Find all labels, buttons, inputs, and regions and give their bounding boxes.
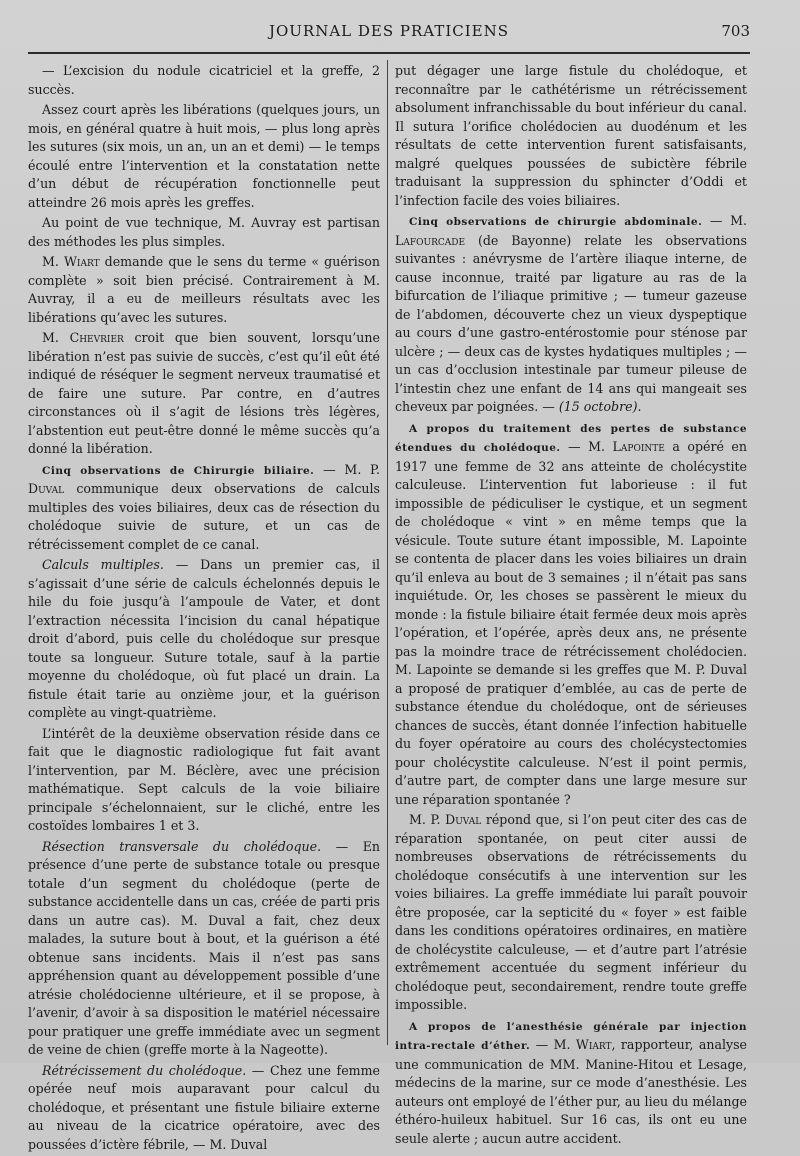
paragraph: M. P. Duval répond que, si l’on peut citer des cas de réparation spontanée, on peut citer aussi de nombreuses observations de rétrécissements du cholédoque consécutifs à une intervention sur les voies biliaires. La greffe immédiate lui paraît pouvoir être proposée, car la septicité du « foyer » est faible dans les conditions opératoires ordinaires, en matière de cholécystite calculeuse, — et d’autre part l’atrésie extrêmement accentuée du segment inférieur du cholédoque peut, secondairement, rendre toute greffe impossible. [395,812,747,1012]
paragraph: M. Wiart demande que le sens du terme « guérison complète » soit bien précisé. Contrairement à M. Auvray, il a eu de meilleurs résultats avec les libérations qu’avec les sutures. [28,254,380,325]
paragraph: L’intérêt de la deuxième observation réside dans ce fait que le diagnostic radiologique fut fait avant l’intervention, par M. Béclère, avec une précision mathématique. Sept calculs de la voie biliaire principale s’échelonnaient, sur le cliché, entre les costoïdes lombaires 1 et 3. [28,725,380,833]
section: Résection transversale du cholédoque. — En présence d’une perte de substance totale ou presque totale d’un segment du cholédoque (perte de substance accidentelle dans un cas, créée de parti pris dans un autre cas). M. Duval a fait, chez deux malades, la suture bout à bout, et la guérison a été obtenue sans incidents. Mais il n’est pas sans appréhension quant au développement possible d’une atrésie cholédocienne ultérieure, et il se propose, à l’avenir, d’avoir à sa disposition le matériel nécessaire pour pratiquer une greffe immédiate avec un segment de veine de chien (greffe morte à la Nageotte). [28,838,381,1057]
date: (15 octobre) [558,399,638,414]
paragraph: Assez court après les libérations (quelques jours, un mois, en général quatre à huit mois, — plus long après les sutures (six mois, un an, un an et demi) — le temps écoulé entre l’intervention et la constatation nette d’un début de récupération fonctionnelle peut atteindre 26 mois après les greffes. [28,102,380,210]
section-heading: Calculs multiples. [42,557,164,572]
running-header [28,18,750,54]
journal-title: JOURNAL DES PRATICIENS [268,22,510,40]
author-name: M. Chevrier [42,330,124,345]
author-name: M. P. Duval [409,812,482,827]
section: Cinq observations de Chirurgie biliaire. — M. P. Duval communique deux observations de calculs multiples des voies biliaires, deux cas de résection du cholédoque suivie de suture, et un cas de rétrécissement complet de ce canal. [28,461,380,552]
left-column [28,62,380,1156]
section-heading: Cinq observations de Chirurgie biliaire. [42,464,315,477]
right-column [395,62,747,1150]
author-name: — M. P. Duval [28,461,380,496]
author-name: — M. Lafourcade [395,213,747,248]
section-heading: Rétrécissement du cholédoque. [42,1062,247,1078]
page-number: 703 [721,22,750,40]
section-heading: Cinq observations de chirurgie abdominale. [409,216,703,228]
author-name: M. Wiart [42,254,100,269]
author-name: — M. Lapointe [560,439,665,454]
section-heading: A propos du traitement des pertes de substance étendues du cholédoque. [395,422,747,454]
paragraph: put dégager une large fistule du cholédoque, et reconnaître par le cathétérisme un rétrécissement absolument infranchissable du bout inférieur du canal. Il sutura l’orifice cholédocien au duodénum et les résultats de cette intervention furent satisfaisants, malgré quelques poussées de subictère fébrile traduisant la suppression du sphincter d’Oddi et l’infection facile des voies biliaires. [395,63,747,208]
section: Rétrécissement du cholédoque. — Chez une femme opérée neuf mois auparavant pour calcul du cholédoque, et présentant une fistule biliaire externe au niveau de la cicatrice opératoire, avec des poussées d’ictère fébrile, — M. Duval [28,1062,380,1152]
section-heading: A propos de l’anesthésie générale par injection intra-rectale d’éther. [395,1020,747,1052]
section: A propos de l’anesthésie générale par injection intra-rectale d’éther. — M. Wiart, rapporteur, analyse une communication de MM. Manine-Hitou et Lesage, médecins de la marine, sur ce mode d’anesthésie. Les auteurs ont employé de l’éther pur, au lieu du mélange éthéro-huileux habituel. Sur 16 cas, ils ont eu une seule alerte ; aucun autre accident. [395,1020,748,1146]
author-name: — M. Wiart [530,1037,612,1052]
paragraph: M. Chevrier croit que bien souvent, lorsqu’une libération n’est pas suivie de succès, c’est qu’il eût été indiqué de réséquer le segment nerveux traumatisé et de faire une suture. Par contre, en d’autres circonstances où il s’agit de lésions très légères, l’abstention eut peut-être donné le même succès qu’a donné la libération. [28,330,380,456]
section: Calculs multiples. — Dans un premier cas, il s’agissait d’une série de calculs échelonnés depuis le hile du foie jusqu’à l’ampoule de Vater, et dont l’extraction nécessita l’incision du canal hépatique droit d’abord, puis celle du cholédoque sur presque toute sa longueur. Suture totale, sauf à la partie moyenne du cholédoque, où fut placé un drain. La fistule était tarie au onzième jour, et la guérison complète au vingt-quatrième. [28,557,380,720]
paragraph: — L’excision du nodule cicatriciel et la greffe, 2 succès. [28,63,380,97]
section: Cinq observations de chirurgie abdominale. — M. Lafourcade (de Bayonne) relate les observations suivantes : anévrysme de l’artère iliaque interne, de cause inconnue, traité par ligature au ras de la bifurcation de l’iliaque primitive ; — tumeur gazeuse de l’abdomen, découverte chez un vieux dyspeptique au cours d’une gastro-entérostomie pour sténose par ulcère ; — deux cas de kystes hydatiques multiples ; — un cas d’occlusion intestinale par tumeur pileuse de l’intestin chez une enfant de 14 ans qui mangeait ses cheveux par poignées. — (15 octobre). [395,213,747,414]
section-heading: Résection transversale du cholédoque. [42,838,322,854]
column-divider [387,60,388,1045]
section: A propos du traitement des pertes de substance étendues du cholédoque. — M. Lapointe a opéré en 1917 une femme de 32 ans atteinte de cholécystite calculeuse. L’intervention fut laborieuse : il fut impossible de pédiculiser le cystique, et un segment de cholédoque « vint » en même temps que la vésicule. Toute suture étant impossible, M. Lapointe se contenta de placer dans les voies biliaires un drain qu’il enleva au bout de 3 semaines ; il n’était pas sans inquiétude. Or, les choses se passèrent le mieux du monde : la fistule biliaire était fermée deux mois après l’opération, et l’opérée, après deux ans, ne présente pas la moindre trace de rétrécissement cholédocien. M. Lapointe se demande si les greffes que M. P. Duval a proposé de pratiquer d’emblée, au cas de perte de substance étendue du cholédoque, ont de sérieuses chances de succès, étant donnée l’infection habituelle du foyer opératoire au cours des cholécystectomies pour cholécystite calculeuse. N’est il point permis, d’autre part, de compter dans une large mesure sur une réparation spontanée ? [395,422,747,807]
paragraph: Au point de vue technique, M. Auvray est partisan des méthodes les plus simples. [28,215,380,249]
